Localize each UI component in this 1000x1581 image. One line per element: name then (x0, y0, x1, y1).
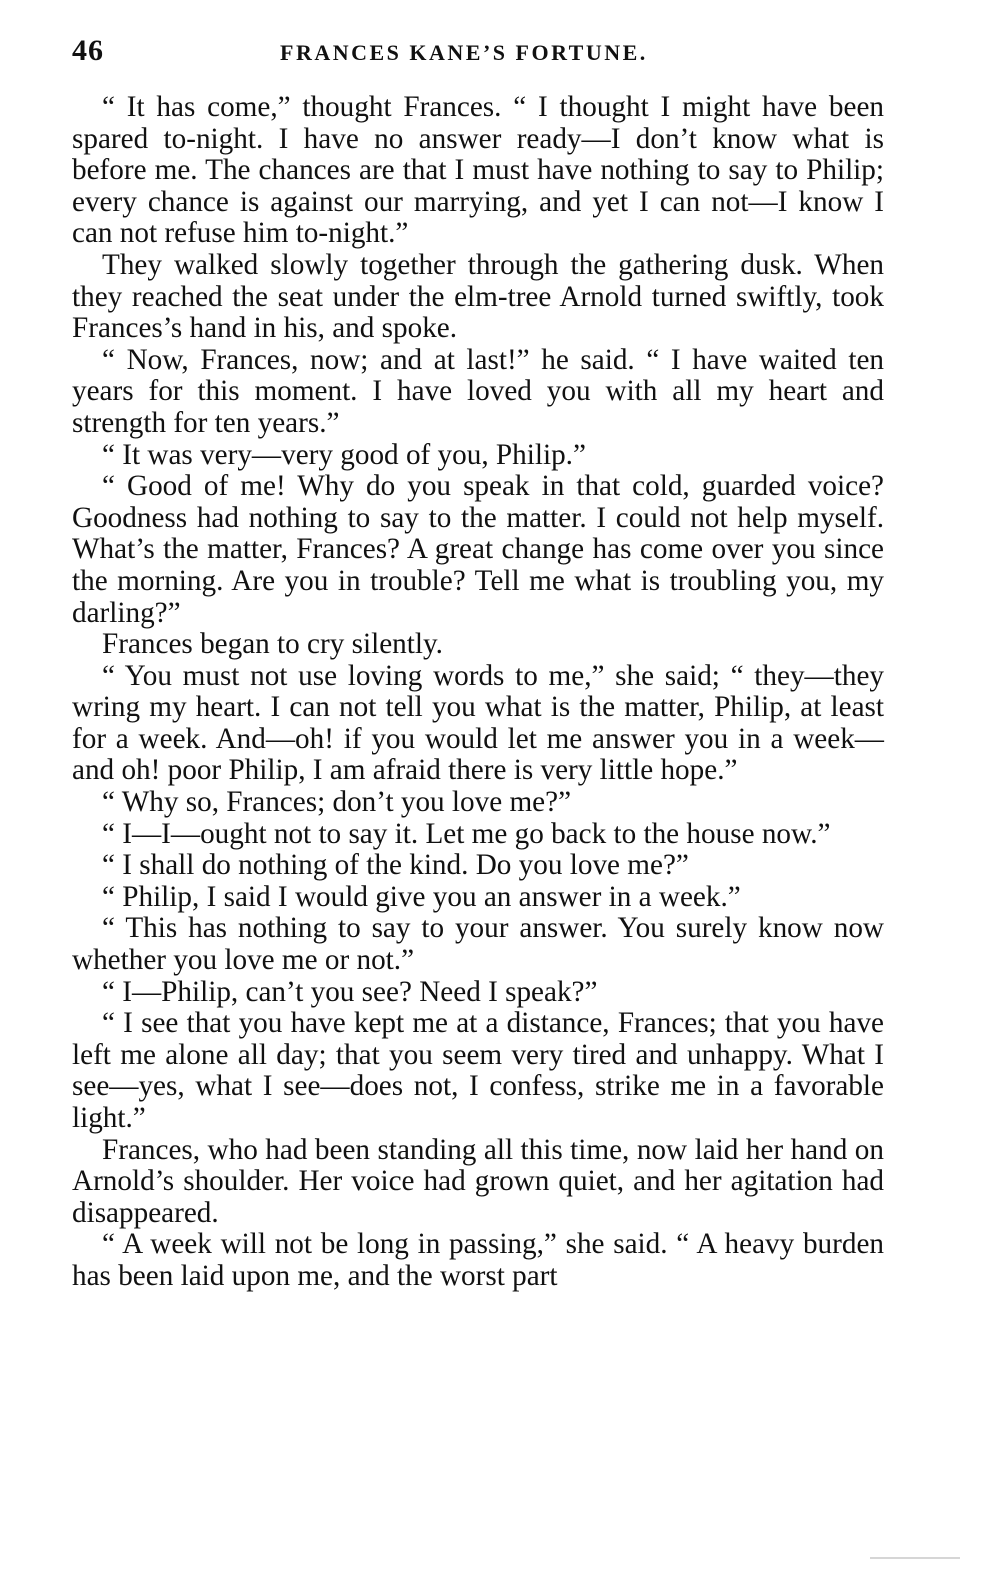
paragraph: “ I see that you have kept me at a distance, Frances; that you have left me alone all day; that you seem very tired and unhappy. What I see—yes, what I see—does not, I confess, strike me in a favorable light.” (72, 1007, 884, 1134)
paragraph: “ I shall do nothing of the kind. Do you love me?” (102, 849, 689, 882)
paragraph: “ I—I—ought not to say it. Let me go back to the house now.” (102, 817, 831, 850)
paragraph: They walked slowly together through the gathering dusk. When they reached the seat under the elm-tree Arnold turned swiftly, took Frances’s hand in his, and spoke. (72, 248, 884, 345)
scan-mark (870, 1557, 960, 1563)
paragraph: “ It was very—very good of you, Philip.” (102, 438, 586, 471)
paragraph: “ It has come,” thought Frances. “ I thought I might have been spared to-night. I have no answer ready—I don’t know what is before me. The chances are that I must have nothing to say to Philip; every chance is against our marrying, and yet I can not—I know I can not refuse him to-night.” (72, 91, 884, 250)
paragraph: “ Now, Frances, now; and at last!” he said. “ I have waited ten years for this moment. I have loved you with all my heart and strength for ten years.” (72, 343, 884, 439)
paragraph: “ Why so, Frances; don’t you love me?” (102, 786, 572, 819)
paragraph: “ I—Philip, can’t you see? Need I speak?” (102, 975, 598, 1008)
paragraph: “ This has nothing to say to your answer. You surely know now whether you love me or not.” (72, 912, 884, 977)
running-title: FRANCES KANE’S FORTUNE. (280, 40, 648, 65)
paragraph: “ A week will not be long in passing,” she said. “ A heavy burden has been laid upon me, and the worst part (72, 1228, 884, 1292)
paragraph: “ Philip, I said I would give you an answer in a week.” (102, 880, 741, 913)
paragraph: “ Good of me! Why do you speak in that cold, guarded voice? Goodness had nothing to say to the matter. I could not help myself. What’s the matter, Frances? A great change has come over you since the morning. Are you in trouble? Tell me what is troubling you, my darling?” (72, 470, 884, 629)
running-head (72, 30, 884, 80)
book-page (72, 30, 884, 1550)
paragraph: Frances began to cry silently. (102, 628, 443, 661)
paragraph: Frances, who had been standing all this time, now laid her hand on Arnold’s shoulder. Her voice had grown quiet, and her agitation had disappeared. (72, 1133, 884, 1229)
body-text (72, 92, 884, 1293)
page-number: 46 (72, 34, 104, 67)
paragraph: “ You must not use loving words to me,” she said; “ they—they wring my heart. I can not tell you what is the matter, Philip, at least for a week. And—oh! if you would let me answer you in a week—and oh! poor Philip, I am afraid there is very little hope.” (72, 659, 884, 787)
